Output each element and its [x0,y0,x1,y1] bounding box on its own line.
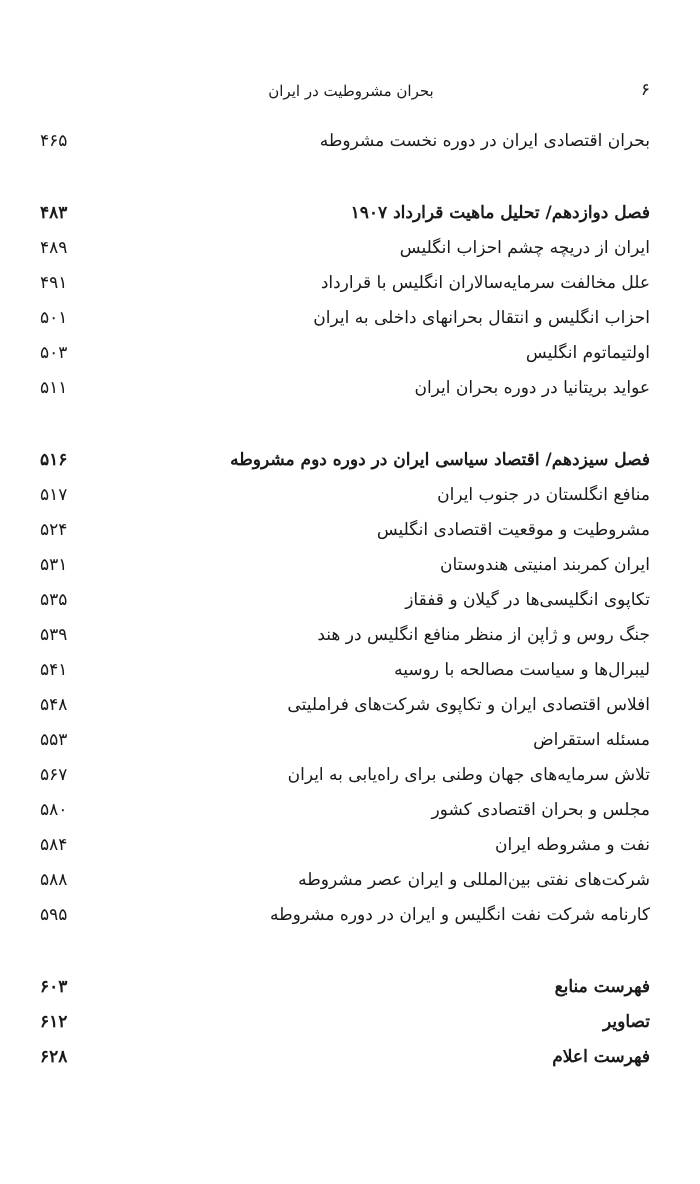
toc-entry-title: مجلس و بحران اقتصادی کشور [431,800,650,820]
toc-entry-title: بحران اقتصادی ایران در دوره نخست مشروطه [319,131,650,151]
toc-chapter-entry [40,196,650,231]
toc-chapter-entry [40,1005,650,1040]
toc-entry-title: اولتیماتوم انگلیس [525,343,650,363]
toc-entry-title: منافع انگلستان در جنوب ایران [437,485,650,505]
toc-entry-page-number: ۵۴۸ [40,695,68,715]
toc-entry [40,301,650,336]
toc-entry-title: فهرست اعلام [552,1047,650,1067]
toc-entry-title: ایران از دریچه چشم احزاب انگلیس [399,238,650,258]
toc-entry-title: عواید بریتانیا در دوره بحران ایران [414,378,650,398]
header-book-title: بحران مشروطیت در ایران [268,82,434,100]
toc-entry-page-number: ۵۸۸ [40,870,68,890]
toc-entry-page-number: ۵۳۱ [40,555,68,575]
toc-entry-page-number: ۵۰۳ [40,343,68,363]
toc-entry-page-number: ۵۸۴ [40,835,68,855]
toc-entry-title: مشروطیت و موقعیت اقتصادی انگلیس [376,520,650,540]
toc-entry-page-number: ۵۵۳ [40,730,68,750]
toc-entry-page-number: ۶۱۲ [40,1012,68,1032]
toc-entry [40,124,650,159]
section-gap [40,406,650,443]
toc-entry [40,758,650,793]
toc-entry-page-number: ۴۸۳ [40,203,68,223]
toc-entry [40,266,650,301]
toc-entry-page-number: ۴۹۱ [40,273,68,293]
toc-entry-page-number: ۴۸۹ [40,238,68,258]
toc-entry-title: تلاش سرمایه‌های جهان وطنی برای راه‌یابی به ایران [287,765,650,785]
toc-entry-title: نفت و مشروطه ایران [495,835,650,855]
toc-entry-title: فهرست منابع [554,977,650,997]
toc-entry-page-number: ۵۴۱ [40,660,68,680]
toc-entry-title: مسئله استقراض [533,730,650,750]
toc-entry [40,548,650,583]
toc-entry-page-number: ۵۲۴ [40,520,68,540]
toc-entry [40,513,650,548]
toc-entry-title: لیبرال‌ها و سیاست مصالحه با روسیه [394,660,650,680]
section-gap [40,933,650,970]
toc-entry-page-number: ۵۰۱ [40,308,68,328]
section-gap [40,159,650,196]
toc-entry-page-number: ۵۱۱ [40,378,68,398]
toc-entry [40,828,650,863]
toc-entry-page-number: ۶۰۳ [40,977,68,997]
toc-chapter-entry [40,970,650,1005]
toc-entry [40,583,650,618]
table-of-contents [40,124,650,1075]
toc-entry-title: ایران کمربند امنیتی هندوستان [440,555,650,575]
toc-entry-title: افلاس اقتصادی ایران و تکاپوی شرکت‌های فراملیتی [287,695,650,715]
toc-entry-title: تکاپوی انگلیسی‌ها در گیلان و قفقاز [405,590,650,610]
toc-entry-page-number: ۴۶۵ [40,131,68,151]
toc-entry-page-number: ۵۸۰ [40,800,68,820]
toc-entry-title: فصل دوازدهم/ تحلیل ماهیت قرارداد ۱۹۰۷ [350,203,650,223]
toc-entry-title: جنگ روس و ژاپن از منظر منافع انگلیس در هند [317,625,650,645]
toc-entry [40,231,650,266]
toc-entry-title: تصاویر [603,1012,650,1032]
toc-entry-page-number: ۵۳۹ [40,625,68,645]
toc-entry-title: کارنامه شرکت نفت انگلیس و ایران در دوره مشروطه [270,905,650,925]
toc-chapter-entry [40,1040,650,1075]
toc-entry [40,618,650,653]
toc-entry-page-number: ۵۱۶ [40,450,68,470]
toc-entry [40,688,650,723]
toc-entry [40,793,650,828]
toc-entry [40,336,650,371]
toc-entry-page-number: ۵۹۵ [40,905,68,925]
toc-entry-title: احزاب انگلیس و انتقال بحرانهای داخلی به ایران [313,308,650,328]
toc-entry-page-number: ۵۳۵ [40,590,68,610]
running-header [52,80,650,110]
toc-entry [40,863,650,898]
toc-entry-title: شرکت‌های نفتی بین‌المللی و ایران عصر مشروطه [298,870,650,890]
toc-entry [40,478,650,513]
toc-entry-page-number: ۵۶۷ [40,765,68,785]
toc-entry [40,653,650,688]
toc-entry-page-number: ۶۲۸ [40,1047,68,1067]
toc-entry-title: فصل سیزدهم/ اقتصاد سیاسی ایران در دوره دوم مشروطه [230,450,650,470]
toc-chapter-entry [40,443,650,478]
toc-entry [40,898,650,933]
toc-entry-page-number: ۵۱۷ [40,485,68,505]
header-page-number: ۶ [640,80,650,100]
toc-entry-title: علل مخالفت سرمایه‌سالاران انگلیس با قرارداد [320,273,650,293]
toc-entry [40,723,650,758]
toc-entry [40,371,650,406]
